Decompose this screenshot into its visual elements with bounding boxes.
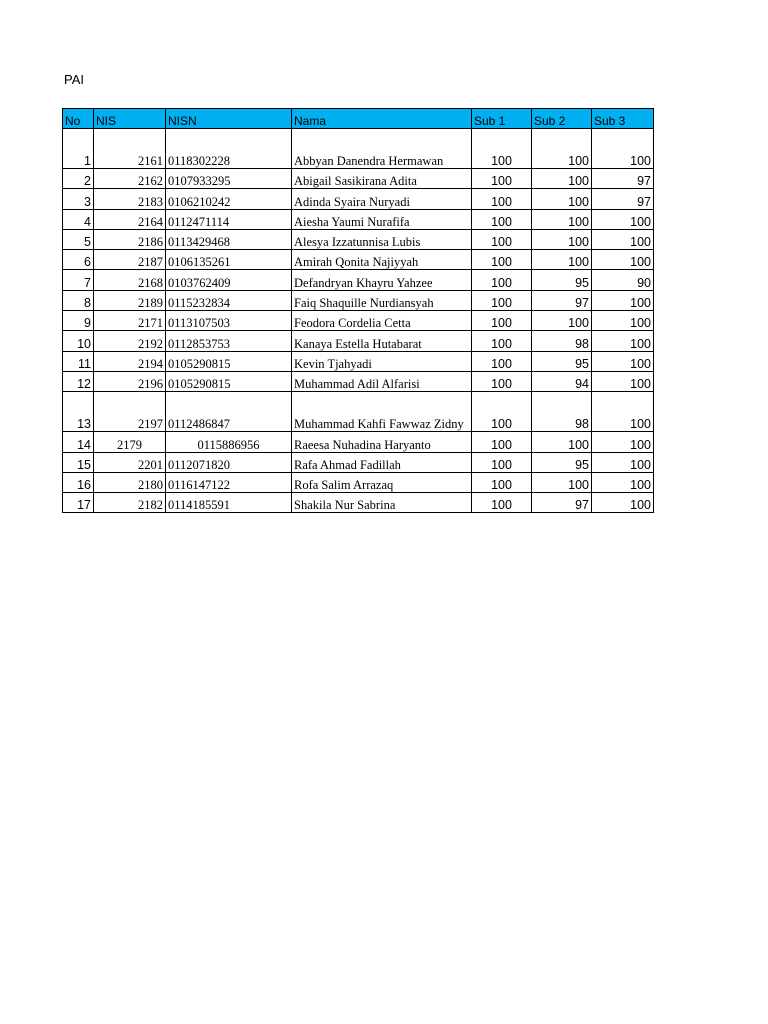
cell-sub3[interactable]: 100: [592, 229, 654, 249]
table-row: [63, 169, 654, 189]
cell-nama[interactable]: Kanaya Estella Hutabarat: [292, 331, 472, 351]
cell-no[interactable]: 11: [63, 351, 94, 371]
cell-nisn[interactable]: 0105290815: [166, 371, 292, 391]
cell-sub3[interactable]: 100: [592, 290, 654, 310]
cell-nisn[interactable]: 0105290815: [166, 351, 292, 371]
cell-sub1[interactable]: 100: [472, 371, 532, 391]
cell-sub3[interactable]: 100: [592, 432, 654, 452]
cell-sub3[interactable]: 100: [592, 331, 654, 351]
cell-sub3[interactable]: 100: [592, 250, 654, 270]
cell-nama[interactable]: Rofa Salim Arrazaq: [292, 472, 472, 492]
table-row: [63, 129, 654, 169]
cell-no[interactable]: 10: [63, 331, 94, 351]
cell-sub3[interactable]: 100: [592, 351, 654, 371]
cell-nisn[interactable]: 0112853753: [166, 331, 292, 351]
cell-nama[interactable]: Defandryan Khayru Yahzee: [292, 270, 472, 290]
cell-nis[interactable]: 2189: [94, 290, 166, 310]
table-row: [63, 270, 654, 290]
cell-sub2[interactable]: 94: [532, 371, 592, 391]
cell-no[interactable]: 1: [63, 129, 94, 169]
cell-no[interactable]: 8: [63, 290, 94, 310]
cell-nis[interactable]: 2197: [94, 392, 166, 432]
cell-nisn[interactable]: 0115886956: [166, 432, 292, 452]
cell-nama[interactable]: Abigail Sasikirana Adita: [292, 169, 472, 189]
cell-nisn[interactable]: 0112071820: [166, 452, 292, 472]
cell-nis[interactable]: 2171: [94, 311, 166, 331]
cell-nama[interactable]: Feodora Cordelia Cetta: [292, 311, 472, 331]
cell-nisn[interactable]: 0113429468: [166, 229, 292, 249]
cell-nisn[interactable]: 0112486847: [166, 392, 292, 432]
cell-nama[interactable]: Kevin Tjahyadi: [292, 351, 472, 371]
cell-nama[interactable]: Aiesha Yaumi Nurafifa: [292, 209, 472, 229]
table-row: [63, 290, 654, 310]
cell-nama[interactable]: Faiq Shaquille Nurdiansyah: [292, 290, 472, 310]
cell-nisn[interactable]: 0115232834: [166, 290, 292, 310]
cell-sub2[interactable]: 98: [532, 392, 592, 432]
header-sub3[interactable]: Sub 3: [592, 109, 654, 129]
cell-sub1[interactable]: 100: [472, 432, 532, 452]
cell-no[interactable]: 12: [63, 371, 94, 391]
header-nis[interactable]: NIS: [94, 109, 166, 129]
cell-nisn[interactable]: 0103762409: [166, 270, 292, 290]
cell-no[interactable]: 17: [63, 493, 94, 513]
table-body: [63, 129, 654, 513]
cell-sub1[interactable]: 100: [472, 129, 532, 169]
cell-sub1[interactable]: 100: [472, 290, 532, 310]
cell-no[interactable]: 7: [63, 270, 94, 290]
cell-sub2[interactable]: 95: [532, 351, 592, 371]
cell-sub1[interactable]: 100: [472, 331, 532, 351]
cell-no[interactable]: 4: [63, 209, 94, 229]
header-sub2[interactable]: Sub 2: [532, 109, 592, 129]
cell-nisn[interactable]: 0114185591: [166, 493, 292, 513]
cell-nisn[interactable]: 0107933295: [166, 169, 292, 189]
table-row: [63, 432, 654, 452]
cell-nama[interactable]: Muhammad Adil Alfarisi: [292, 371, 472, 391]
cell-sub1[interactable]: 100: [472, 392, 532, 432]
cell-sub2[interactable]: 97: [532, 493, 592, 513]
cell-nama[interactable]: Abbyan Danendra Hermawan: [292, 129, 472, 169]
cell-sub2[interactable]: 100: [532, 250, 592, 270]
cell-nis[interactable]: 2194: [94, 351, 166, 371]
cell-no[interactable]: 3: [63, 189, 94, 209]
table-row: [63, 371, 654, 391]
cell-nama[interactable]: Shakila Nur Sabrina: [292, 493, 472, 513]
cell-sub2[interactable]: 100: [532, 432, 592, 452]
cell-nis[interactable]: 2187: [94, 250, 166, 270]
cell-nis[interactable]: 2179: [94, 432, 166, 452]
table-row: [63, 351, 654, 371]
cell-no[interactable]: 14: [63, 432, 94, 452]
cell-nis[interactable]: 2186: [94, 229, 166, 249]
score-table: [62, 108, 654, 513]
cell-sub2[interactable]: 100: [532, 229, 592, 249]
cell-sub2[interactable]: 100: [532, 209, 592, 229]
table-row: [63, 209, 654, 229]
header-no[interactable]: No: [63, 109, 94, 129]
cell-nama[interactable]: Raeesa Nuhadina Haryanto: [292, 432, 472, 452]
table-row: [63, 311, 654, 331]
cell-sub2[interactable]: 95: [532, 270, 592, 290]
cell-no[interactable]: 5: [63, 229, 94, 249]
cell-nisn[interactable]: 0106135261: [166, 250, 292, 270]
cell-nis[interactable]: 2196: [94, 371, 166, 391]
header-nisn[interactable]: NISN: [166, 109, 292, 129]
cell-sub1[interactable]: 100: [472, 311, 532, 331]
cell-nis[interactable]: 2168: [94, 270, 166, 290]
cell-nama[interactable]: Rafa Ahmad Fadillah: [292, 452, 472, 472]
cell-nis[interactable]: 2183: [94, 189, 166, 209]
cell-no[interactable]: 16: [63, 472, 94, 492]
header-nama[interactable]: Nama: [292, 109, 472, 129]
cell-sub2[interactable]: 100: [532, 129, 592, 169]
cell-nisn[interactable]: 0116147122: [166, 472, 292, 492]
cell-sub3[interactable]: 100: [592, 209, 654, 229]
cell-sub2[interactable]: 95: [532, 452, 592, 472]
cell-nisn[interactable]: 0106210242: [166, 189, 292, 209]
cell-no[interactable]: 15: [63, 452, 94, 472]
cell-sub3[interactable]: 100: [592, 371, 654, 391]
table-row: [63, 472, 654, 492]
cell-nis[interactable]: 2192: [94, 331, 166, 351]
table-row: [63, 392, 654, 432]
cell-sub3[interactable]: 100: [592, 472, 654, 492]
cell-no[interactable]: 13: [63, 392, 94, 432]
cell-sub1[interactable]: 100: [472, 472, 532, 492]
table-row: [63, 493, 654, 513]
cell-sub1[interactable]: 100: [472, 493, 532, 513]
cell-sub3[interactable]: 100: [592, 129, 654, 169]
cell-no[interactable]: 2: [63, 169, 94, 189]
table-row: [63, 189, 654, 209]
cell-sub2[interactable]: 100: [532, 472, 592, 492]
cell-no[interactable]: 9: [63, 311, 94, 331]
table-row: [63, 452, 654, 472]
cell-nama[interactable]: Muhammad Kahfi Fawwaz Zidny: [292, 392, 472, 432]
cell-sub1[interactable]: 100: [472, 229, 532, 249]
cell-sub1[interactable]: 100: [472, 250, 532, 270]
cell-sub1[interactable]: 100: [472, 209, 532, 229]
table-row: [63, 229, 654, 249]
header-sub1[interactable]: Sub 1: [472, 109, 532, 129]
cell-sub1[interactable]: 100: [472, 169, 532, 189]
cell-nama[interactable]: Alesya Izzatunnisa Lubis: [292, 229, 472, 249]
header-row: [63, 109, 654, 129]
cell-sub1[interactable]: 100: [472, 452, 532, 472]
cell-nis[interactable]: 2182: [94, 493, 166, 513]
cell-no[interactable]: 6: [63, 250, 94, 270]
cell-sub3[interactable]: 90: [592, 270, 654, 290]
cell-sub1[interactable]: 100: [472, 189, 532, 209]
cell-sub1[interactable]: 100: [472, 270, 532, 290]
cell-nis[interactable]: 2201: [94, 452, 166, 472]
cell-sub3[interactable]: 97: [592, 169, 654, 189]
cell-sub2[interactable]: 100: [532, 189, 592, 209]
cell-nisn[interactable]: 0118302228: [166, 129, 292, 169]
cell-sub3[interactable]: 100: [592, 392, 654, 432]
cell-sub2[interactable]: 100: [532, 311, 592, 331]
cell-sub3[interactable]: 100: [592, 311, 654, 331]
cell-nisn[interactable]: 0112471114: [166, 209, 292, 229]
cell-nama[interactable]: Adinda Syaira Nuryadi: [292, 189, 472, 209]
cell-nis[interactable]: 2161: [94, 129, 166, 169]
cell-sub3[interactable]: 100: [592, 452, 654, 472]
cell-nis[interactable]: 2180: [94, 472, 166, 492]
cell-sub1[interactable]: 100: [472, 351, 532, 371]
cell-nis[interactable]: 2164: [94, 209, 166, 229]
cell-sub2[interactable]: 100: [532, 169, 592, 189]
table-row: [63, 250, 654, 270]
cell-nisn[interactable]: 0113107503: [166, 311, 292, 331]
table-row: [63, 331, 654, 351]
cell-nis[interactable]: 2162: [94, 169, 166, 189]
cell-sub3[interactable]: 100: [592, 493, 654, 513]
cell-sub3[interactable]: 97: [592, 189, 654, 209]
cell-nama[interactable]: Amirah Qonita Najiyyah: [292, 250, 472, 270]
cell-sub2[interactable]: 97: [532, 290, 592, 310]
cell-sub2[interactable]: 98: [532, 331, 592, 351]
sheet-title: PAI: [64, 72, 84, 87]
